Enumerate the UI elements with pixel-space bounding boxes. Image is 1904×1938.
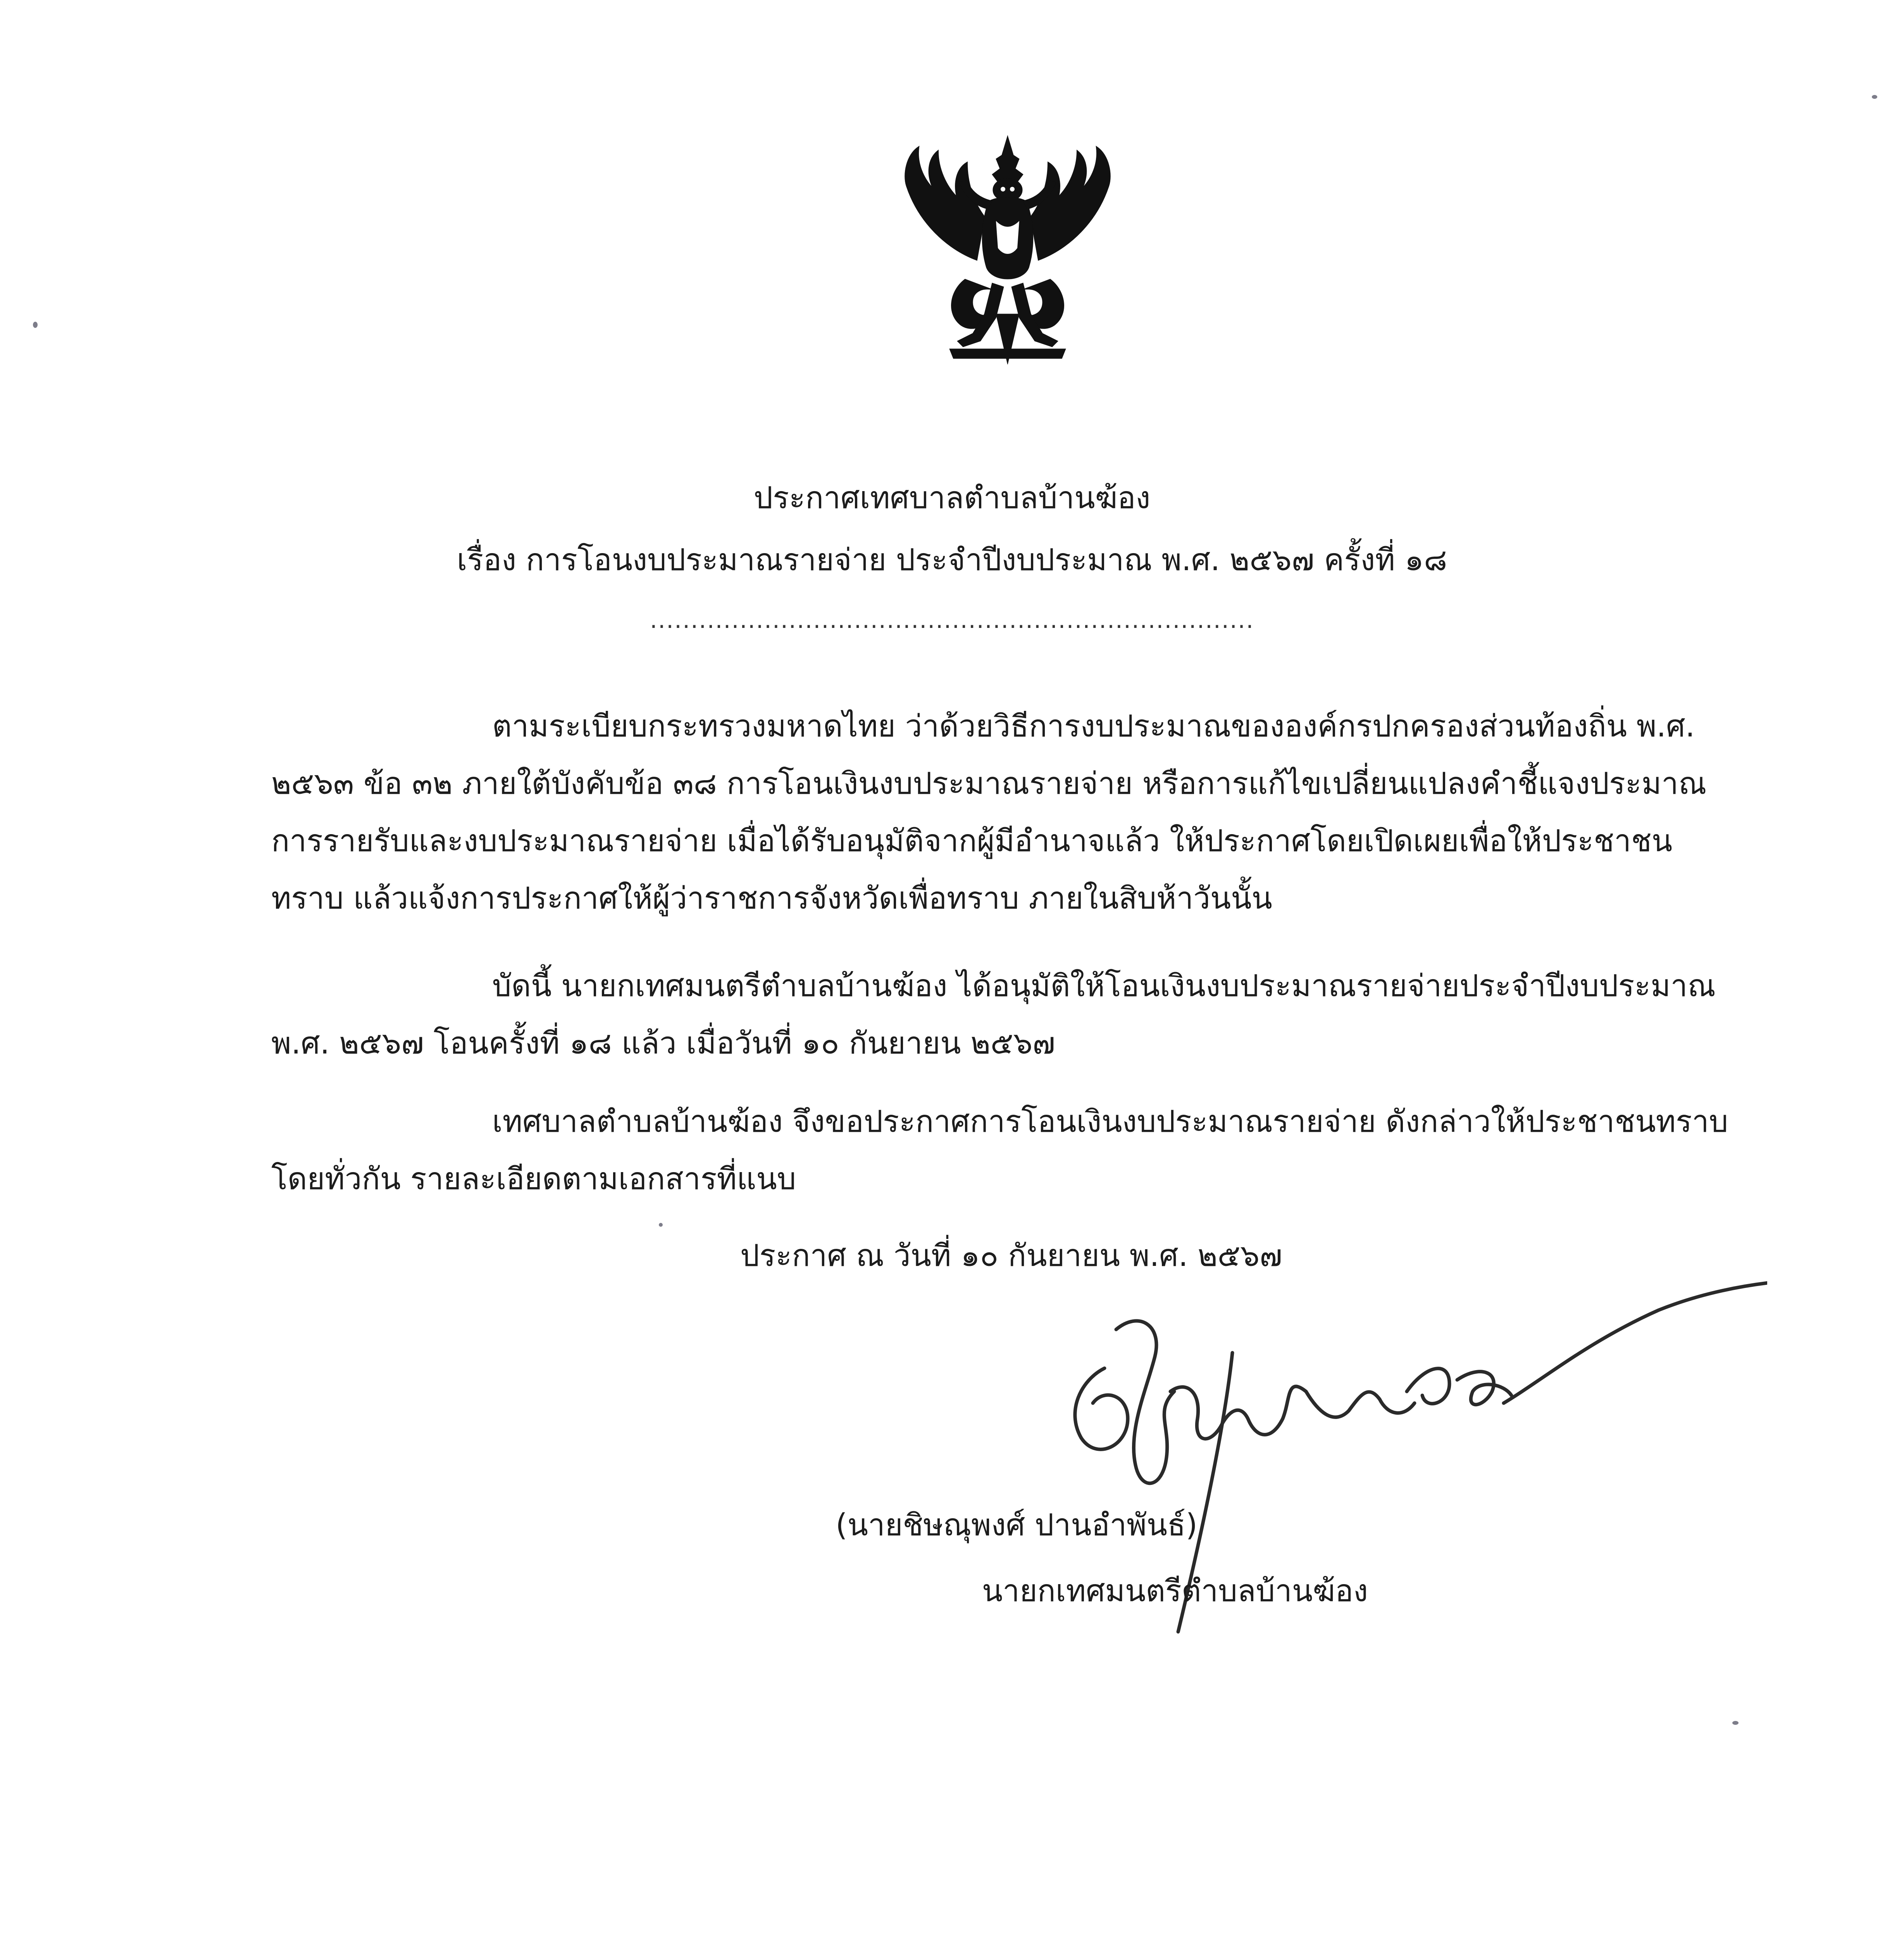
document-title: ประกาศเทศบาลตำบลบ้านฆ้อง: [753, 481, 1151, 516]
paragraph-2: [271, 957, 1744, 1072]
signatory-name: (นายชิษณุพงศ์ ปานอำพันธ์): [836, 1508, 1198, 1543]
signatory-position: นายกเทศมนตรีตำบลบ้านฆ้อง: [982, 1574, 1368, 1609]
paragraph-3-text: เทศบาลตำบลบ้านฆ้อง จึงขอประกาศการโอนเงินงบประมาณรายจ่าย ดังกล่าวให้ประชาชนทราบโดยทั่วกัน รายละเอียดตามเอกสารที่แนบ: [271, 1104, 1728, 1197]
handwritten-signature: [1039, 1264, 1767, 1690]
paragraph-1: [271, 698, 1744, 927]
title-separator: ..........................................................................: [650, 607, 1254, 634]
document-subject: เรื่อง การโอนงบประมาณรายจ่าย ประจำปีงบประมาณ พ.ศ. ๒๕๖๗ ครั้งที่ ๑๘: [457, 543, 1447, 578]
scan-speck: [659, 1223, 663, 1227]
paragraph-3: [271, 1093, 1744, 1208]
scan-speck: [1872, 95, 1877, 99]
paragraph-1-text: ตามระเบียบกระทรวงมหาดไทย ว่าด้วยวิธีการงบประมาณขององค์กรปกครองส่วนท้องถิ่น พ.ศ. ๒๕๖๓ ข้อ ๓๒ ภายใต้บังคับข้อ ๓๘ การโอนเงินงบประมาณรายจ่าย หรือการแก้ไขเปลี่ยนแปลงคำชี้แจงประมาณการรายรับและงบประมาณรายจ่าย เมื่อได้รับอนุมัติจากผู้มีอำนาจแล้ว ให้ประกาศโดยเปิดเผยเพื่อให้ประชาชนทราบ แล้วแจ้งการประกาศให้ผู้ว่าราชการจังหวัดเพื่อทราบ ภายในสิบห้าวันนั้น: [271, 709, 1707, 916]
paragraph-2-text: บัดนี้ นายกเทศมนตรีตำบลบ้านฆ้อง ได้อนุมัติให้โอนเงินงบประมาณรายจ่ายประจำปีงบประมาณ พ.ศ. ๒๕๖๗ โอนครั้งที่ ๑๘ แล้ว เมื่อวันที่ ๑๐ กันยายน ๒๕๖๗: [271, 969, 1716, 1061]
scan-speck: [1732, 1721, 1739, 1725]
scan-speck: [33, 322, 38, 328]
announcement-date: ประกาศ ณ วันที่ ๑๐ กันยายน พ.ศ. ๒๕๖๗: [740, 1238, 1282, 1273]
garuda-emblem-icon: [880, 132, 1136, 372]
